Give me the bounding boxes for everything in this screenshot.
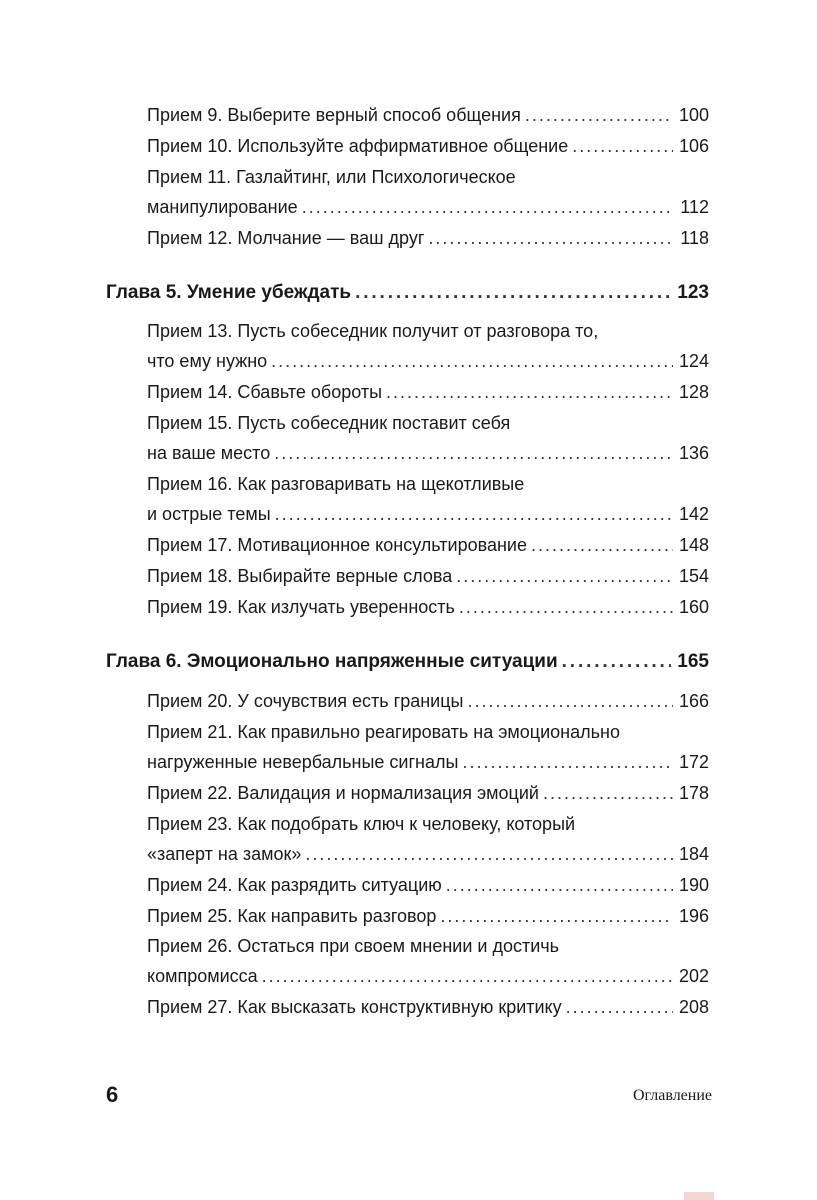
dot-leader xyxy=(386,377,673,408)
toc-entry-title: Прием 24. Как разрядить ситуацию xyxy=(147,875,442,895)
toc-entry-page: 172 xyxy=(678,752,709,772)
dot-leader xyxy=(525,100,673,131)
toc-entry-page: 196 xyxy=(678,906,709,926)
toc-entry-title-line1: Прием 15. Пусть собеседник поставит себя xyxy=(147,413,511,433)
toc-entry-title: Прием 12. Молчание — ваш друг xyxy=(147,228,425,248)
dot-leader xyxy=(531,530,673,561)
toc-chapter[interactable] xyxy=(106,277,709,308)
toc-entry[interactable] xyxy=(147,377,709,408)
toc-entry[interactable] xyxy=(147,901,709,932)
toc-entry-page: 160 xyxy=(678,597,709,617)
toc-entry-page: 106 xyxy=(678,136,709,156)
dot-leader xyxy=(562,646,672,677)
dot-leader xyxy=(572,131,673,162)
toc-entry[interactable] xyxy=(147,131,709,162)
toc-entry-title: нагруженные невербальные сигналы xyxy=(147,752,459,772)
toc-entry-title-line1: Прием 23. Как подобрать ключ к человеку, который xyxy=(147,814,576,834)
toc-entry-title: Прием 20. У сочувствия есть границы xyxy=(147,691,464,711)
toc-entry-page: 166 xyxy=(678,691,709,711)
dot-leader xyxy=(262,961,673,992)
dot-leader xyxy=(305,839,673,870)
dot-leader xyxy=(543,778,673,809)
toc-entry-page: 190 xyxy=(678,875,709,895)
toc-entry[interactable] xyxy=(147,530,709,561)
toc-entry-page: 136 xyxy=(678,443,709,463)
toc-entry-title: Прием 18. Выбирайте верные слова xyxy=(147,566,453,586)
toc-entry-page: 154 xyxy=(678,566,709,586)
toc-entry-page: 202 xyxy=(678,966,709,986)
toc-entry-title: Прием 10. Используйте аффирмативное общение xyxy=(147,136,569,156)
toc-entry[interactable] xyxy=(147,961,709,992)
toc-entry-page: 208 xyxy=(678,997,709,1017)
dot-leader xyxy=(428,223,673,254)
dot-leader xyxy=(459,592,673,623)
toc-entry[interactable] xyxy=(147,839,709,870)
toc-entry[interactable] xyxy=(147,346,709,377)
toc-entry-page: 124 xyxy=(678,351,709,371)
toc-entry-title: что ему нужно xyxy=(147,351,268,371)
toc-entry-title: манипулирование xyxy=(147,197,298,217)
dot-leader xyxy=(302,192,673,223)
dot-leader xyxy=(456,561,673,592)
toc-entry-page: 184 xyxy=(678,844,709,864)
dot-leader xyxy=(355,277,671,308)
dot-leader xyxy=(566,992,673,1023)
toc-entry-title: Прием 27. Как высказать конструктивную критику xyxy=(147,997,562,1017)
toc-entry[interactable] xyxy=(147,592,709,623)
toc-entry[interactable] xyxy=(147,686,709,717)
toc-chapter[interactable] xyxy=(106,646,709,677)
toc-entry-title: и острые темы xyxy=(147,504,271,524)
dot-leader xyxy=(446,870,673,901)
dot-leader xyxy=(440,901,673,932)
toc-entry[interactable] xyxy=(147,870,709,901)
dot-leader xyxy=(275,499,673,530)
toc-entry-title-line1: Прием 16. Как разговаривать на щекотливые xyxy=(147,474,525,494)
toc-entry-title: Прием 22. Валидация и нормализация эмоций xyxy=(147,783,539,803)
toc-entry-page: 142 xyxy=(678,504,709,524)
toc-entry[interactable] xyxy=(147,778,709,809)
corner-mark xyxy=(684,1192,714,1200)
toc-chapter-page: 123 xyxy=(677,282,709,303)
toc-entry-title: Прием 17. Мотивационное консультирование xyxy=(147,535,527,555)
toc-entry-title: на ваше место xyxy=(147,443,271,463)
toc-entry-page: 128 xyxy=(678,382,709,402)
toc-entry-page: 112 xyxy=(680,197,709,217)
toc-chapter-title: Глава 6. Эмоционально напряженные ситуации xyxy=(106,651,558,672)
toc-entry-title-line1: Прием 21. Как правильно реагировать на эмоционально xyxy=(147,722,620,742)
running-title: Оглавление xyxy=(632,1087,712,1104)
toc-entry-title: Прием 14. Сбавьте обороты xyxy=(147,382,383,402)
toc-entry-title: компромисса xyxy=(147,966,258,986)
toc-entry[interactable] xyxy=(147,100,709,131)
toc-entry[interactable] xyxy=(147,438,709,469)
toc-entry-title-line1: Прием 11. Газлайтинг, или Психологическое xyxy=(147,167,516,187)
toc-entry[interactable] xyxy=(147,223,709,254)
toc-entry-title: Прием 9. Выберите верный способ общения xyxy=(147,105,521,125)
toc-entry-title-line1: Прием 26. Остаться при своем мнении и достичь xyxy=(147,936,560,956)
toc-entry-title: Прием 19. Как излучать уверенность xyxy=(147,597,455,617)
dot-leader xyxy=(462,747,673,778)
toc-entry[interactable] xyxy=(147,747,709,778)
toc-entry[interactable] xyxy=(147,561,709,592)
dot-leader xyxy=(271,346,673,377)
page-number: 6 xyxy=(106,1082,119,1107)
toc-entry[interactable] xyxy=(147,192,709,223)
dot-leader xyxy=(467,686,672,717)
toc-entry-page: 178 xyxy=(678,783,709,803)
toc-entry[interactable] xyxy=(147,992,709,1023)
toc-entry-title-line1: Прием 13. Пусть собеседник получит от разговора то, xyxy=(147,321,599,341)
toc-entry-page: 148 xyxy=(678,535,709,555)
toc-entry-title: «заперт на замок» xyxy=(147,844,302,864)
toc-entry[interactable] xyxy=(147,499,709,530)
toc-entry-title: Прием 25. Как направить разговор xyxy=(147,906,437,926)
toc-chapter-page: 165 xyxy=(677,651,709,672)
toc-entry-page: 118 xyxy=(680,228,709,248)
toc-chapter-title: Глава 5. Умение убеждать xyxy=(106,282,352,303)
dot-leader xyxy=(274,438,673,469)
toc-entry-page: 100 xyxy=(678,105,709,125)
